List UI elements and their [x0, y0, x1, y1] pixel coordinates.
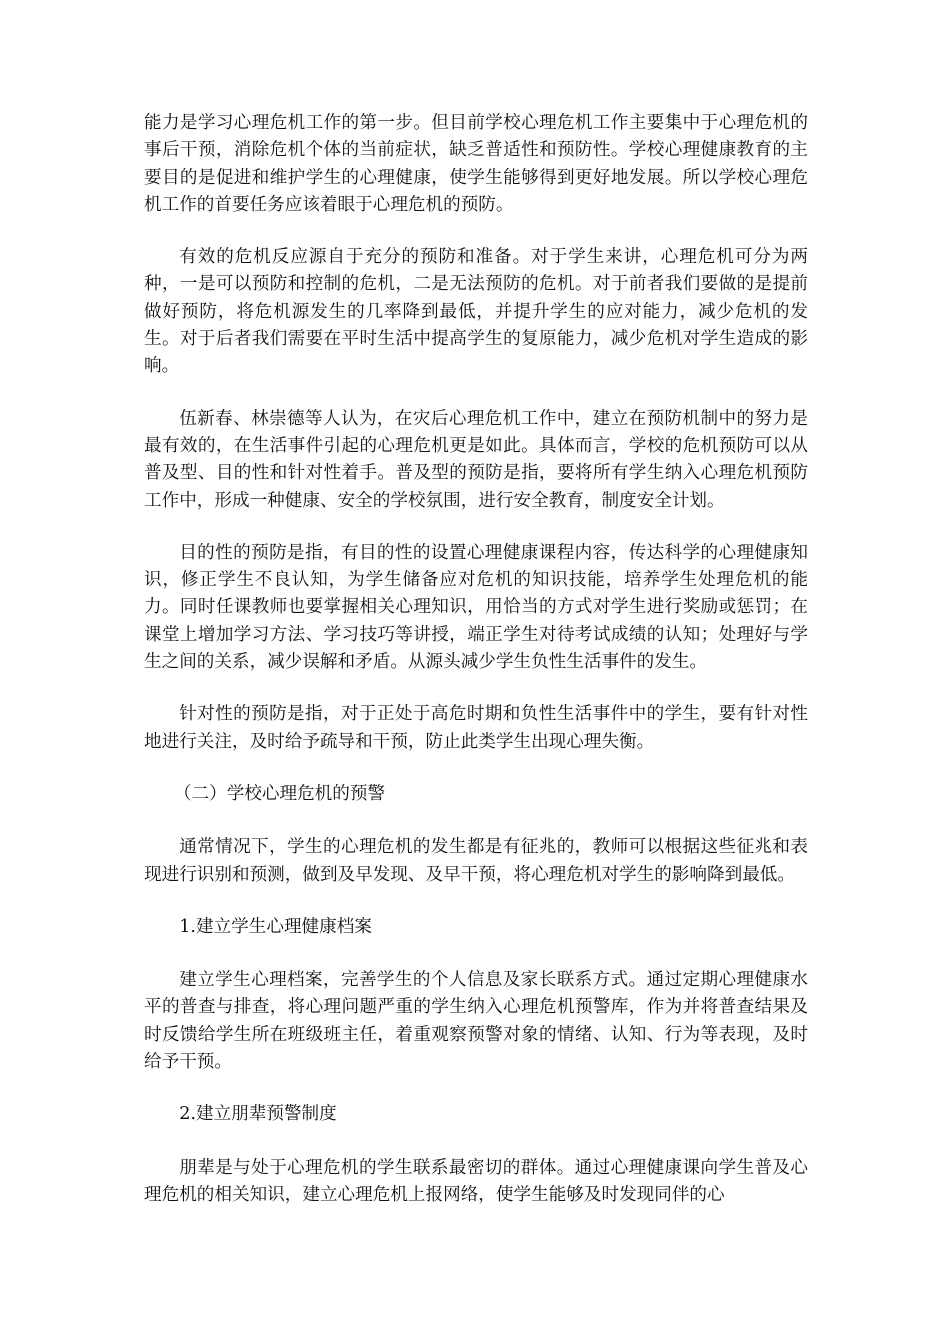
subheading-archive: 1.建立学生心理健康档案: [179, 916, 372, 937]
paragraph-6: 通常情况下，学生的心理危机的发生都是有征兆的，教师可以根据这些征兆和表现进行识别和预测，做到及早发现、及早干预，将心理危机对学生的影响降到最低。: [144, 837, 808, 885]
paragraph-5: 针对性的预防是指，对于正处于高危时期和负性生活事件中的学生，要有针对性地进行关注，及时给予疏导和干预，防止此类学生出现心理失衡。: [144, 704, 808, 752]
document-page: [144, 110, 808, 1234]
subheading-peer: 2.建立朋辈预警制度: [179, 1104, 337, 1125]
paragraph-4: 目的性的预防是指，有目的性的设置心理健康课程内容，传达科学的心理健康知识，修正学生不良认知，为学生储备应对危机的知识技能，培养学生处理危机的能力。同时任课教师也要掌握相关心理知识，用恰当的方式对学生进行奖励或惩罚；在课堂上增加学习方法、学习技巧等讲授，端正学生对待考试成绩的认知；处理好与学生之间的关系，减少误解和矛盾。从源头减少学生负性生活事件的发生。: [144, 542, 808, 673]
paragraph-3: 伍新春、林崇德等人认为，在灾后心理危机工作中，建立在预防机制中的努力是最有效的，在生活事件引起的心理危机更是如此。具体而言，学校的危机预防可以从普及型、目的性和针对性着手。普及型的预防是指，要将所有学生纳入心理危机预防工作中，形成一种健康、安全的学校氛围，进行安全教育，制度安全计划。: [144, 408, 808, 511]
paragraph-1: 能力是学习心理危机工作的第一步。但目前学校心理危机工作主要集中于心理危机的事后干预，消除危机个体的当前症状，缺乏普适性和预防性。学校心理健康教育的主要目的是促进和维护学生的心理健康，使学生能够得到更好地发展。所以学校心理危机工作的首要任务应该着眼于心理危机的预防。: [144, 113, 808, 215]
section-heading-warning: （二）学校心理危机的预警: [173, 783, 386, 804]
paragraph-2: 有效的危机反应源自于充分的预防和准备。对于学生来讲，心理危机可分为两种，一是可以预防和控制的危机，二是无法预防的危机。对于前者我们要做的是提前做好预防，将危机源发生的几率降到最低，并提升学生的应对能力，减少危机的发生。对于后者我们需要在平时生活中提高学生的复原能力，减少危机对学生造成的影响。: [144, 247, 808, 377]
paragraph-8: 朋辈是与处于心理危机的学生联系最密切的群体。通过心理健康课向学生普及心理危机的相关知识，建立心理危机上报网络，使学生能够及时发现同伴的心: [144, 1157, 808, 1205]
paragraph-7: 建立学生心理档案，完善学生的个人信息及家长联系方式。通过定期心理健康水平的普查与排查，将心理问题严重的学生纳入心理危机预警库，作为并将普查结果及时反馈给学生所在班级班主任，着重观察预警对象的情绪、认知、行为等表现，及时给予干预。: [144, 970, 808, 1073]
